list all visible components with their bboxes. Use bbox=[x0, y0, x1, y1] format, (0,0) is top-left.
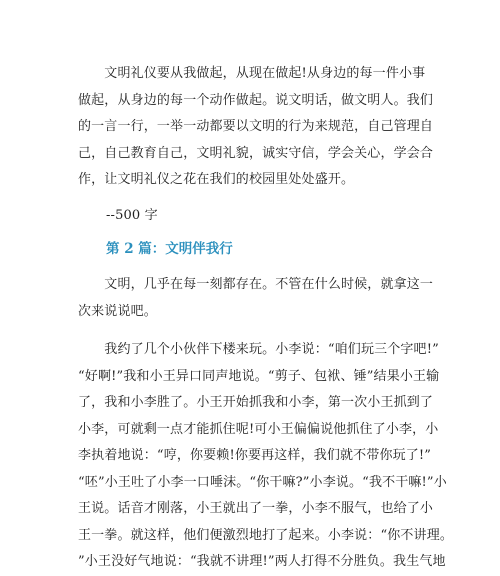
text-line: “呸”小王吐了小李一口唾沫。“你干嘛?”小李说。“我不干嘛!”小 bbox=[78, 474, 447, 490]
word-count: --500 字 bbox=[106, 208, 158, 223]
text-line: 了，我和小李胜了。小王开始抓我和小李，第一次小王抓到了 bbox=[78, 395, 434, 410]
paragraph-story bbox=[78, 337, 453, 576]
text-line: 小李，可就剩一点才能抓住呢!可小王偏偏说他抓住了小李，小 bbox=[78, 421, 439, 437]
text-line: 李执着地说：“哼，你要赖!你要再这样，我们就不带你玩了!” bbox=[78, 448, 432, 463]
text-line: 文明，几乎在每一刻都存在。不管在什么时候，就拿这一 bbox=[78, 277, 434, 292]
paragraph-civility-everywhere bbox=[78, 272, 434, 325]
text-line: 做起，从身边的每一个动作做起。说文明话，做文明人。我们 bbox=[78, 92, 434, 108]
paragraph-civility-intro bbox=[78, 61, 434, 194]
text-line: 次来说说吧。 bbox=[78, 303, 157, 319]
section-heading: 第 2 篇：文明伴我行 bbox=[106, 241, 233, 257]
text-line: 作，让文明礼仪之花在我们的校园里处处盛开。 bbox=[78, 172, 355, 187]
text-line: 文明礼仪要从我做起，从现在做起!从身边的每一件小事 bbox=[78, 66, 426, 81]
text-line: “好啊!”我和小王异口同声地说。“剪子、包袱、锤”结果小王输 bbox=[78, 368, 440, 384]
text-line: 王一拳。就这样，他们便激烈地打了起来。小李说：“你不讲理。 bbox=[78, 527, 453, 543]
text-line: 王说。话音才刚落，小王就出了一拳，小李不服气，也给了小 bbox=[78, 501, 434, 516]
text-line: 的一言一行，一举一动都要以文明的行为来规范，自己管理自 bbox=[78, 119, 434, 134]
text-line: 我约了几个小伙伴下楼来玩。小李说：“咱们玩三个字吧!” bbox=[78, 342, 439, 357]
text-line: 己，自己教育自己，文明礼貌，诚实守信，学会关心，学会合 bbox=[78, 145, 434, 161]
text-line: ”小王没好气地说：“我就不讲理!”两人打得不分胜负。我生气地 bbox=[78, 554, 446, 569]
